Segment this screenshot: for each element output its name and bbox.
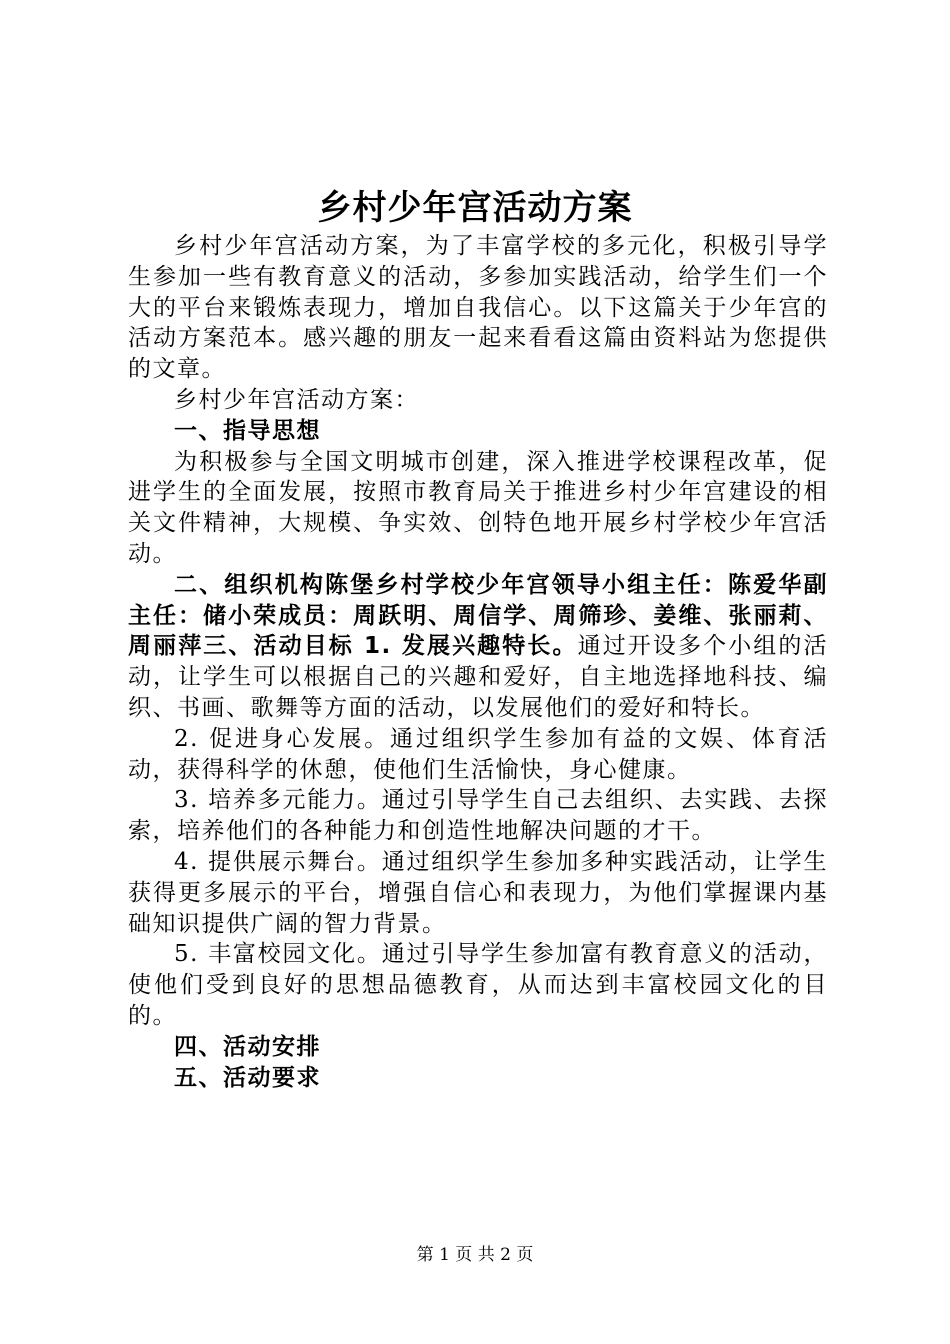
document-title: 乡村少年宫活动方案: [317, 188, 633, 228]
section-heading-requirements: 五、活动要求: [174, 1064, 321, 1091]
intro-paragraph: 乡村少年宫活动方案，为了丰富学校的多元化，积极引导学生参加一些有教育意义的活动，多参加实践活动，给学生们一个大的平台来锻炼表现力，增加自我信心。以下这篇关于少年宫的活动方案范本。感兴趣的朋友一起来看看这篇由资料站为您提供的文章。: [128, 233, 828, 383]
guiding-paragraph: 为积极参与全国文明城市创建，深入推进学校课程改革，促进学生的全面发展，按照市教育局关于推进乡村少年宫建设的相关文件精神，大规模、争实效、创特色地开展乡村学校少年宫活动。: [128, 448, 828, 567]
section-heading-arrangement: 四、活动安排: [174, 1033, 321, 1060]
page-number-footer: 第 1 页 共 2 页: [416, 1245, 534, 1265]
goal-item-5: 5. 丰富校园文化。通过引导学生参加富有教育意义的活动，使他们受到良好的思想品德教育，从而达到丰富校园文化的目的。: [128, 941, 828, 1029]
organization-bold-text: 二、组织机构陈堡乡村学校少年宫领导小组主任：陈爱华副主任：储小荣成员：周跃明、周信学、周筛珍、姜维、张丽莉、周丽萍三、活动目标 1. 发展兴趣特长。: [128, 571, 828, 660]
organization-paragraph: [128, 570, 828, 724]
section-heading-guiding: 一、指导思想: [174, 417, 321, 444]
goal-item-2: 2. 促进身心发展。通过组织学生参加有益的文娱、体育活动，获得科学的休憩，使他们生活愉快，身心健康。: [128, 725, 828, 783]
goal-item-4: 4. 提供展示舞台。通过组织学生参加多种实践活动，让学生获得更多展示的平台，增强自信心和表现力，为他们掌握课内基础知识提供广阔的智力背景。: [128, 848, 828, 937]
goal-item-3: 3. 培养多元能力。通过引导学生自己去组织、去实践、去探索，培养他们的各种能力和创造性地解决问题的才干。: [128, 787, 828, 845]
organization-rest-text: 通过开设多个小组的活动，让学生可以根据自己的兴趣和爱好，自主地选择地科技、编织、书画、歌舞等方面的活动，以发展他们的爱好和特长。: [128, 633, 829, 721]
plan-label-paragraph: 乡村少年宫活动方案：: [174, 386, 419, 413]
document-body: [128, 231, 828, 1093]
